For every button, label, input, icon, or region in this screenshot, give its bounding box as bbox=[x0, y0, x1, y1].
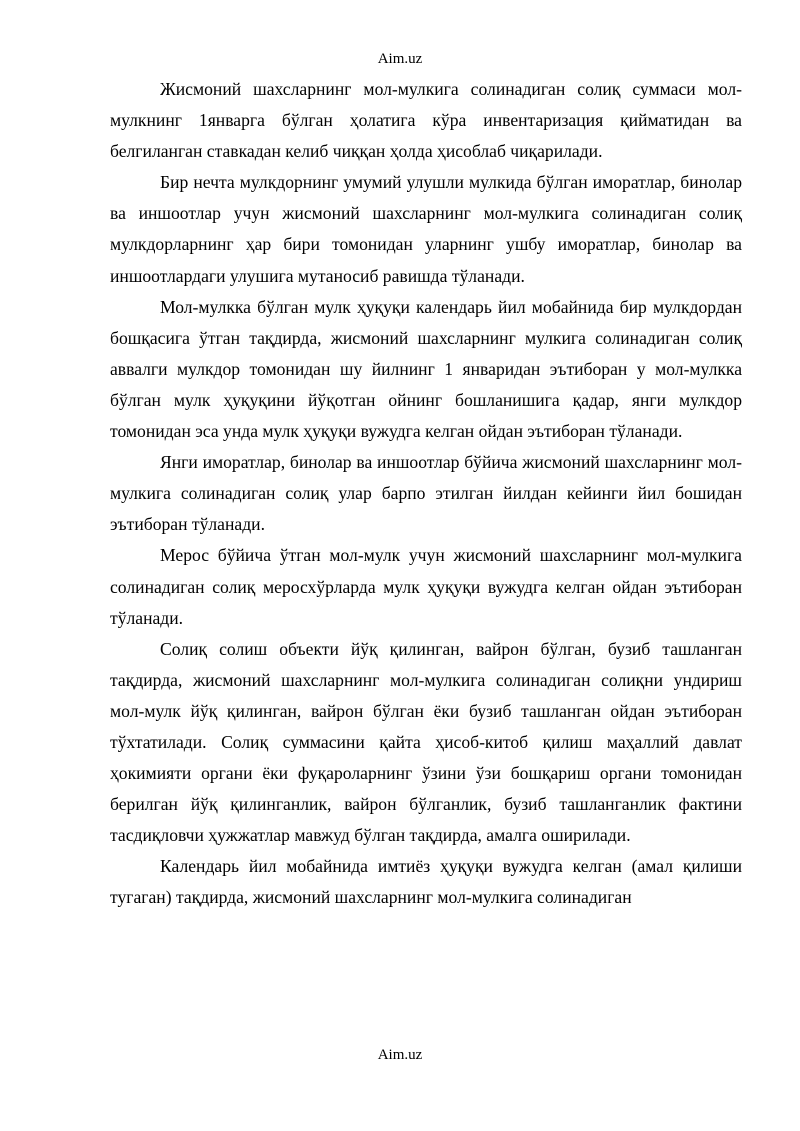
paragraph-1: Жисмоний шахсларнинг мол-мулкига солинадиган солиқ суммаси мол-мулкнинг 1январга бўлган ҳолатига кўра инвентаризация қийматидан ва белгиланган ставкадан келиб чиққан ҳолда ҳисоблаб чиқарилади. bbox=[110, 79, 742, 162]
paragraph-4: Янги иморатлар, бинолар ва иншоотлар бўйича жисмоний шахсларнинг мол-мулкига солинадиган солиқ улар барпо этилган йилдан кейинги йил бошидан эътиборан тўланади. bbox=[110, 452, 742, 535]
paragraph-5: Мерос бўйича ўтган мол-мулк учун жисмоний шахсларнинг мол-мулкига солинадиган солиқ меросхўрларда мулк ҳуқуқи вужудга келган ойдан эътиборан тўланади. bbox=[110, 545, 742, 628]
page-header: Aim.uz bbox=[377, 51, 423, 67]
paragraph-6: Солиқ солиш объекти йўқ қилинган, вайрон бўлган, бузиб ташланган тақдирда, жисмоний шахсларнинг мол-мулкига солинадиган солиқни ундириш мол-мулк йўқ қилинган, вайрон бўлган ёки бузиб ташланган ойдан эътиборан тўхтатилади. Солиқ суммасини қайта ҳисоб-китоб қилиш маҳаллий давлат ҳокимияти органи ёки фуқароларнинг ўзини ўзи бошқариш органи томонидан берилган йўқ қилинганлик, вайрон бўлганлик, бузиб ташланганлик фактини тасдиқловчи ҳужжатлар мавжуд бўлган тақдирда, амалга оширилади. bbox=[110, 638, 742, 846]
document-body bbox=[110, 74, 742, 914]
paragraph-2: Бир нечта мулкдорнинг умумий улушли мулкида бўлган иморатлар, бинолар ва иншоотлар учун жисмоний шахсларнинг мол-мулкига солинадиган солиқ мулкдорларнинг ҳар бири томонидан уларнинг ушбу иморатлар, бинолар ва иншоотлардаги улушига мутаносиб равишда тўланади. bbox=[110, 172, 742, 286]
paragraph-7: Календарь йил мобайнида имтиёз ҳуқуқи вужудга келган (амал қилиши тугаган) тақдирда, жисмоний шахсларнинг мол-мулкига солинадиган bbox=[110, 856, 742, 908]
paragraph-3: Мол-мулкка бўлган мулк ҳуқуқи календарь йил мобайнида бир мулкдордан бошқасига ўтган тақдирда, жисмоний шахсларнинг мулкига солинадиган солиқ аввалги мулкдор томонидан шу йилнинг 1 январидан эътиборан у мол-мулкка бўлган мулк ҳуқуқини йўқотган ойнинг бошланишига қадар, янги мулкдор томонидан эса унда мулк ҳуқуқи вужудга келган ойдан эътиборан тўланади. bbox=[110, 296, 742, 442]
page-footer: Aim.uz bbox=[377, 1047, 423, 1063]
